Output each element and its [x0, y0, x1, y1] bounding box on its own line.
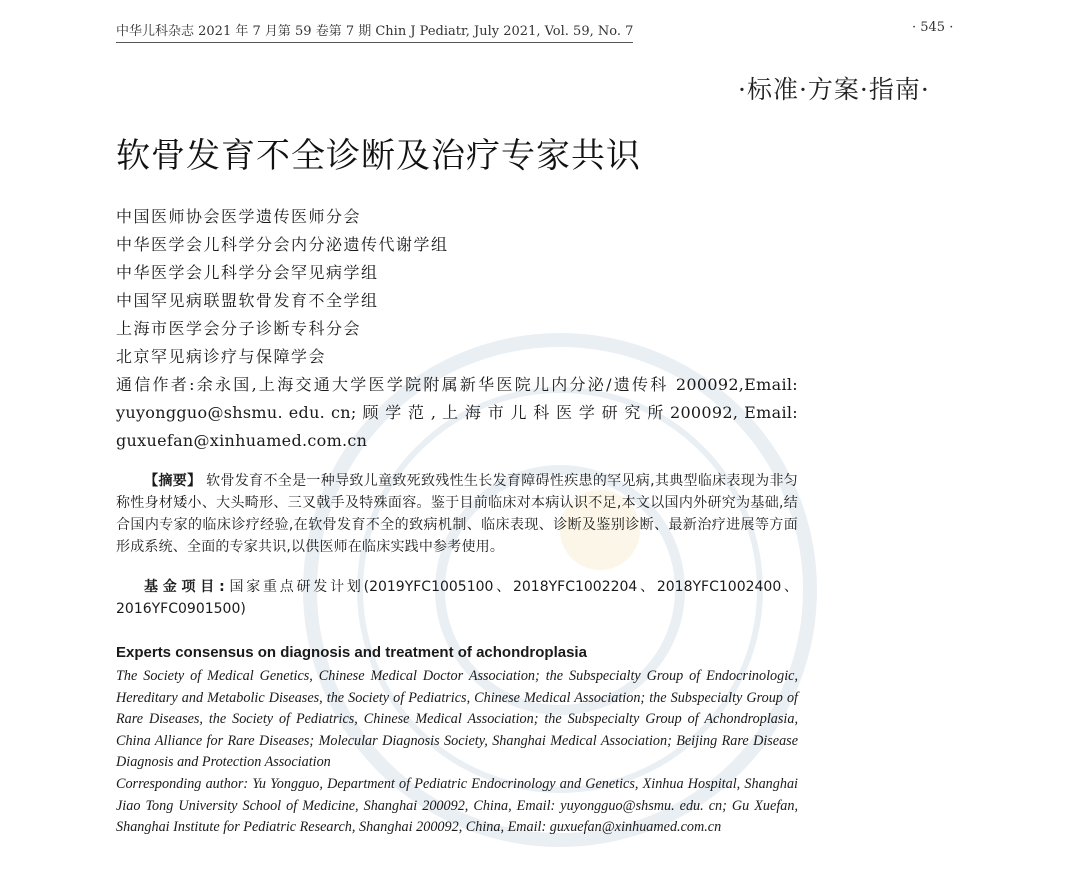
correspondence [116, 371, 798, 455]
article-title: 软骨发育不全诊断及治疗专家共识 [116, 136, 641, 176]
abstract [116, 470, 798, 558]
organization: 上海市医学会分子诊断专科分会 [116, 319, 362, 338]
english-authors: The Society of Medical Genetics, Chinese Medical Doctor Association; the Subspecialty Group of Endocrinologic, Hereditary and Metabolic Diseases, the Society of Pediatrics, Chinese Medical Association; the Subspecialty Group of Rare Diseases, the Society of Pediatrics, Chinese Medical Association; the Subspecialty Group of Achondroplasia, China Alliance for Rare Diseases; Molecular Diagnosis Society, Shanghai Medical Association; Beijing Rare Disease Diagnosis and Protection Association [116, 668, 798, 771]
organization: 中华医学会儿科学分会罕见病学组 [116, 263, 379, 282]
correspondence-line: 通信作者:余永国,上海交通大学医学院附属新华医院儿内分泌/遗传科 200092,Email: [116, 375, 798, 394]
organization: 北京罕见病诊疗与保障学会 [116, 347, 327, 366]
correspondence-line: guxuefan@xinhuamed.com.cn [116, 431, 368, 450]
funding-label: 基金项目: [144, 579, 227, 595]
english-body [116, 666, 798, 839]
organization: 中国医师协会医学遗传医师分会 [116, 207, 362, 226]
abstract-label: 【摘要】 [144, 473, 202, 489]
english-corresponding: Corresponding author: Yu Yongguo, Department of Pediatric Endocrinology and Genetics, Xinhua Hospital, Shanghai Jiao Tong University School of Medicine, Shanghai 200092, China, Email: yuyongguo@shsmu. edu. cn; Gu Xuefan, Shanghai Institute for Pediatric Research, Shanghai 200092, China, Email: guxuefan@xinhuamed.com.cn [116, 775, 798, 836]
page-number: · 545 · [912, 20, 954, 35]
organization: 中华医学会儿科学分会内分泌遗传代谢学组 [116, 235, 449, 254]
funding [116, 576, 798, 620]
correspondence-line: yuyongguo@shsmu. edu. cn; 顾 学 范 , 上 海 市 儿 科 医 学 研 究 所 200092, Email: [116, 403, 798, 422]
abstract-text: 软骨发育不全是一种导致儿童致死致残性生长发育障碍性疾患的罕见病,其典型临床表现为非匀称性身材矮小、大头畸形、三叉戟手及特殊面容。鉴于目前临床对本病认识不足,本文以国内外研究为基础,结合国内专家的临床诊疗经验,在软骨发育不全的致病机制、临床表现、诊断及鉴别诊断、最新治疗进展等方面形成系统、全面的专家共识,以供医师在临床实践中参考使用。 [116, 473, 798, 555]
running-head: 中华儿科杂志 2021 年 7 月第 59 卷第 7 期 Chin J Pediatr, July 2021, Vol. 59, No. 7 [116, 20, 633, 43]
section-label: ·标准·方案·指南· [738, 75, 930, 104]
english-title: Experts consensus on diagnosis and treatment of achondroplasia [116, 644, 587, 661]
funding-text: 国家重点研发计划(2019YFC1005100、2018YFC1002204、2018YFC1002400、2016YFC0901500) [116, 579, 798, 617]
organization-list [116, 203, 449, 371]
organization: 中国罕见病联盟软骨发育不全学组 [116, 291, 379, 310]
